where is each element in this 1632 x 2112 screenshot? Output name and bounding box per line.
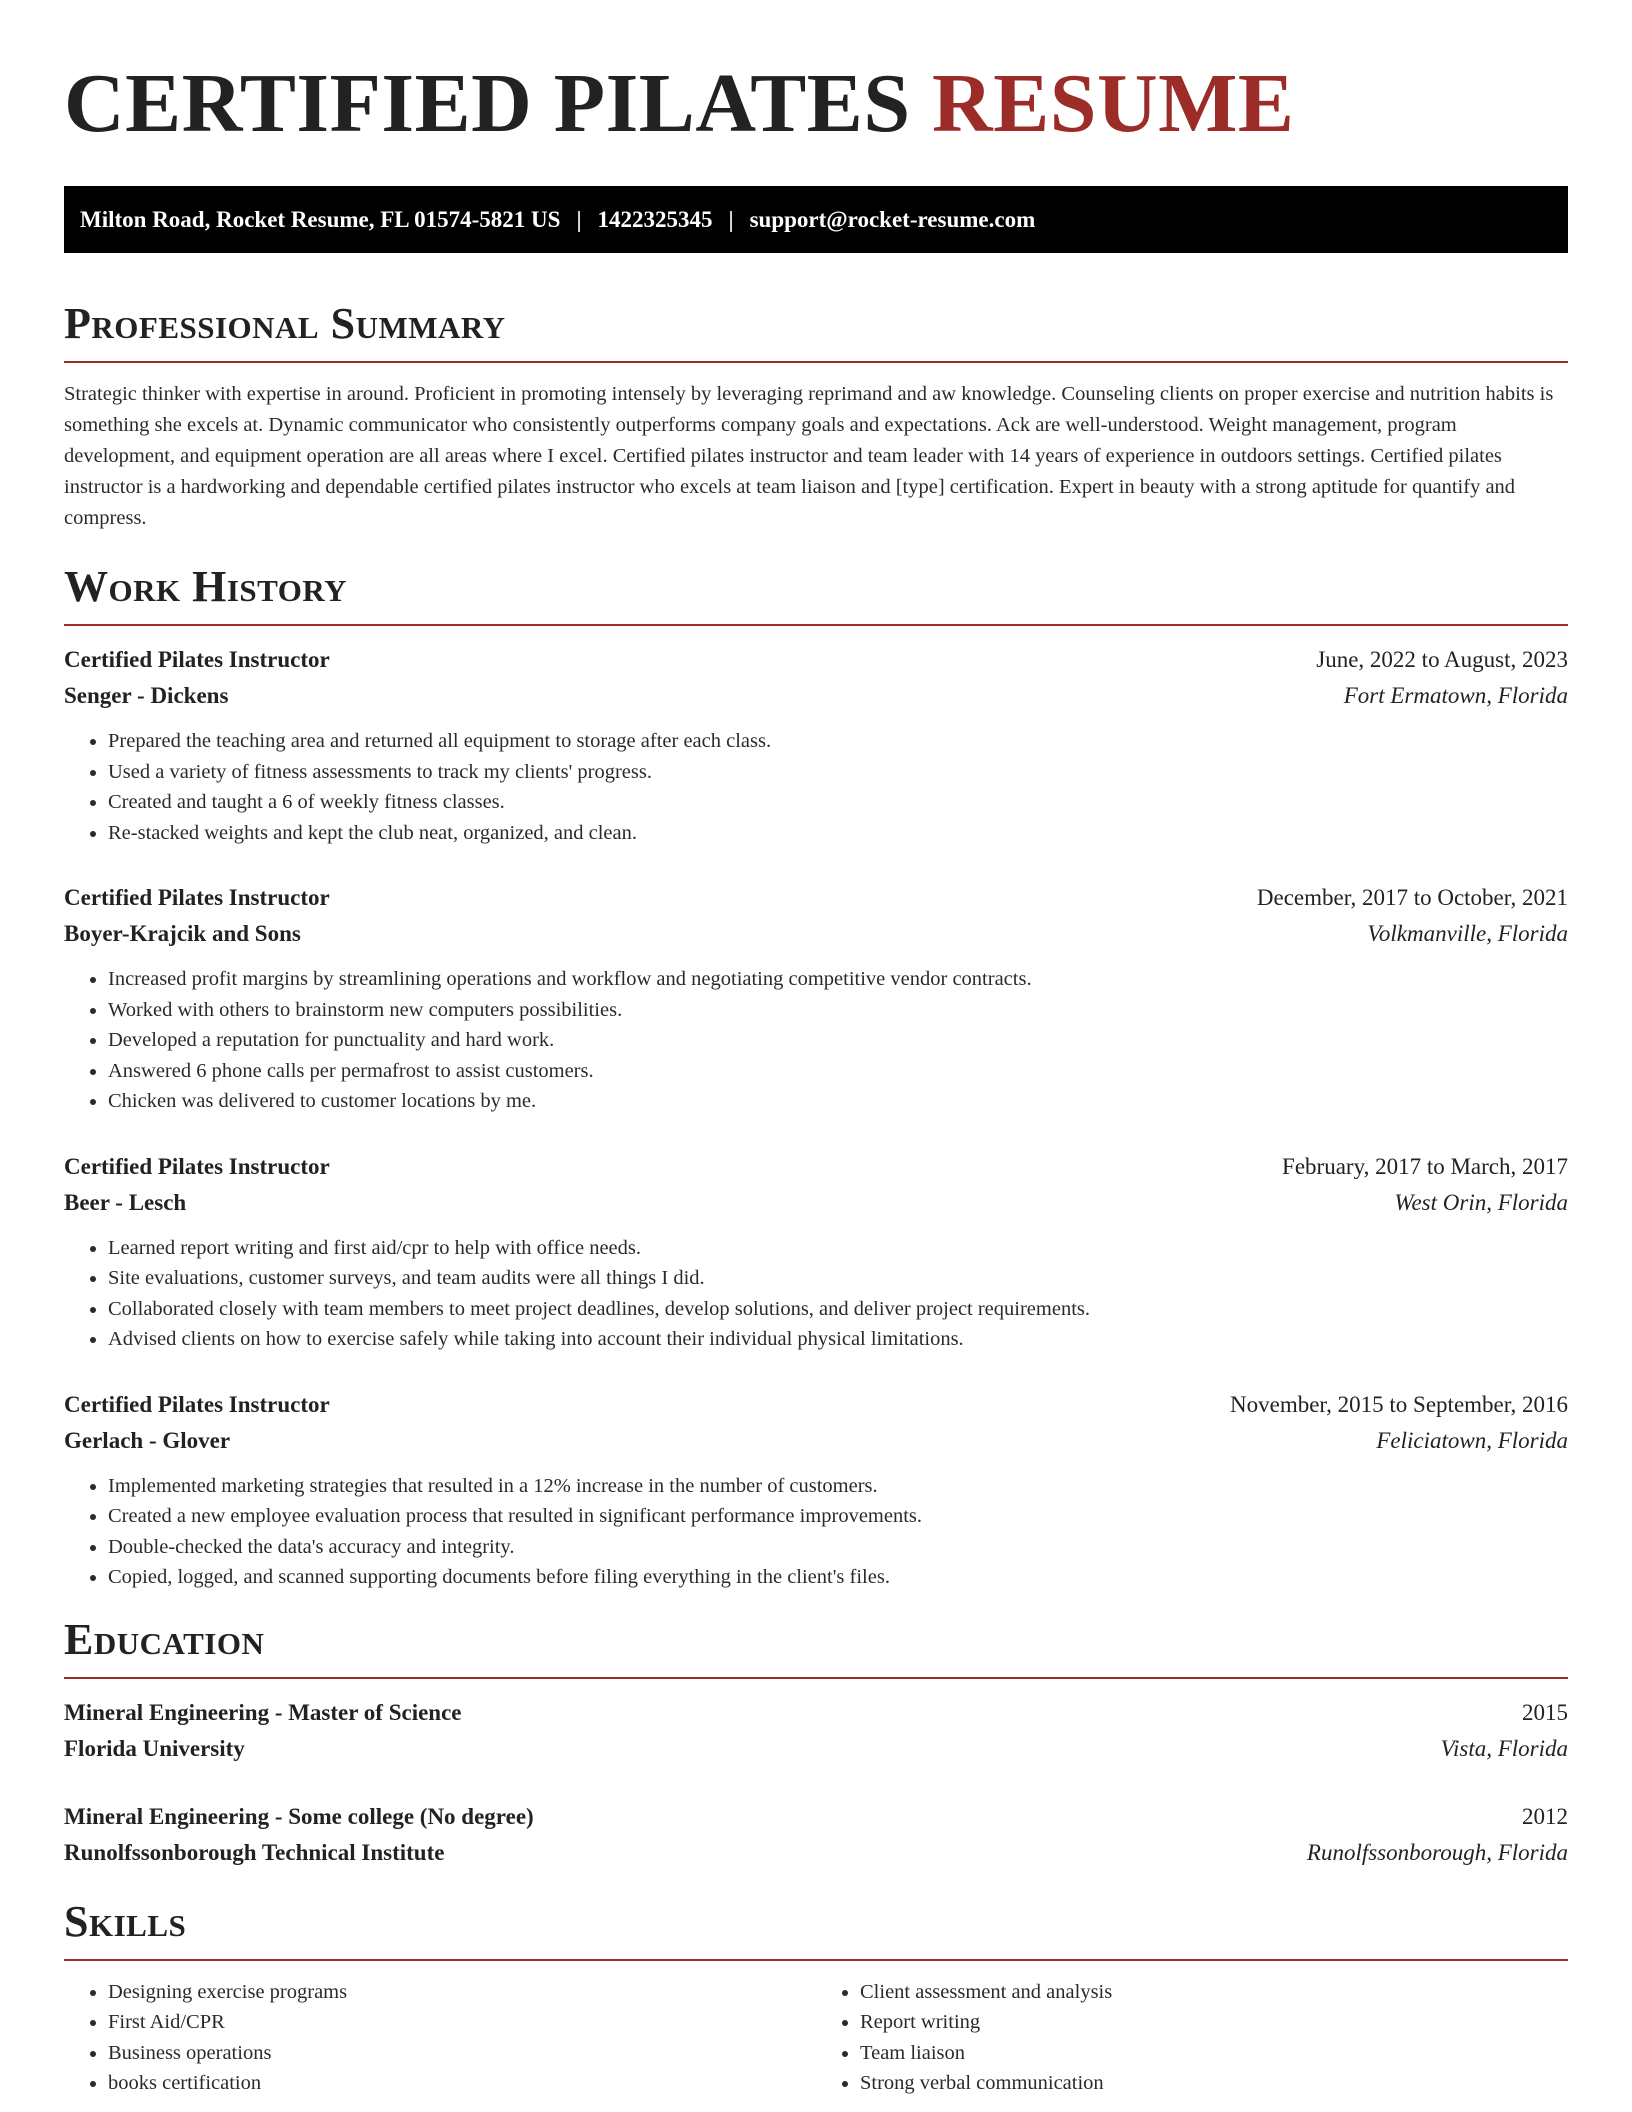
job-bullet: • Copied, logged, and scanned supporting documents before filing everything in the client's files. [108,1562,1568,1593]
job-entry [64,642,1568,848]
job-bullet: • Advised clients on how to exercise safely while taking into account their individual physical limitations. [108,1324,1568,1355]
education-subheader [64,1731,1568,1767]
job-dates: November, 2015 to September, 2016 [1230,1391,1568,1417]
job-bullets [64,726,1568,848]
education-year: 2015 [1522,1699,1568,1725]
job-bullet: • Learned report writing and first aid/cpr to help with office needs. [108,1233,1568,1264]
job-bullet: • Chicken was delivered to customer locations by me. [108,1086,1568,1117]
job-title: Certified Pilates Instructor [64,1153,330,1179]
job-bullet: • Double-checked the data's accuracy and integrity. [108,1532,1568,1563]
job-subheader [64,916,1568,952]
skill-item: • Designing exercise programs [108,1977,816,2008]
section-divider [64,624,1568,626]
job-location: Fort Ermatown, Florida [1343,683,1568,708]
skill-item: • Report writing [860,2007,1568,2038]
work-history-section [64,560,1568,1593]
skills-section [64,1895,1568,2099]
education-subheader [64,1835,1568,1871]
job-location: Feliciatown, Florida [1376,1427,1568,1453]
job-header [64,642,1568,678]
section-divider [64,1677,1568,1679]
section-heading-skills: Skills [64,1896,187,1946]
job-subheader [64,678,1568,714]
skill-item: • Business operations [108,2038,816,2069]
section-divider [64,1959,1568,1961]
job-dates: June, 2022 to August, 2023 [1316,647,1568,672]
skill-item: • Strong verbal communication [860,2068,1568,2099]
section-heading-work: Work History [64,562,348,611]
section-heading-education: Education [64,1614,265,1664]
section-heading-summary: Professional Summary [64,299,506,348]
contact-address: Milton Road, Rocket Resume, FL 01574-5821 US [80,206,561,232]
job-bullet: • Developed a reputation for punctuality and hard work. [108,1025,1568,1056]
job-entry [64,1149,1568,1355]
summary-section [64,297,1568,534]
skill-item: • Team liaison [860,2038,1568,2069]
education-school: Runolfssonborough Technical Institute [64,1839,445,1865]
job-location: West Orin, Florida [1394,1189,1568,1215]
education-location: Runolfssonborough, Florida [1306,1839,1568,1865]
job-bullet: • Created and taught a 6 of weekly fitness classes. [108,787,1568,818]
job-entry [64,880,1568,1117]
section-divider [64,361,1568,363]
job-bullet: • Re-stacked weights and kept the club neat, organized, and clean. [108,818,1568,849]
title-main: CERTIFIED PILATES [64,57,911,150]
job-bullet: • Worked with others to brainstorm new computers possibilities. [108,995,1568,1026]
skill-item: • First Aid/CPR [108,2007,816,2038]
skill-item: • books certification [108,2068,816,2099]
job-bullets [64,1233,1568,1355]
skills-column-right [816,1977,1568,2099]
contact-email: support@rocket-resume.com [749,206,1036,232]
job-bullets [64,1471,1568,1593]
job-company: Senger - Dickens [64,683,229,708]
job-company: Gerlach - Glover [64,1427,231,1453]
job-dates: December, 2017 to October, 2021 [1256,885,1568,910]
job-bullet: • Collaborated closely with team members to meet project deadlines, develop solutions, and deliver project requirements. [108,1294,1568,1325]
contact-separator: | [728,206,734,232]
job-title: Certified Pilates Instructor [64,647,330,672]
skill-item: • Client assessment and analysis [860,1977,1568,2008]
job-bullet: • Increased profit margins by streamlining operations and workflow and negotiating competitive vendor contracts. [108,964,1568,995]
job-header [64,880,1568,916]
job-entry [64,1387,1568,1593]
job-header [64,1387,1568,1423]
education-header [64,1799,1568,1835]
education-entry [64,1799,1568,1871]
contact-bar [64,186,1568,253]
job-bullets [64,964,1568,1117]
skills-grid [64,1977,1568,2099]
job-subheader [64,1185,1568,1221]
job-title: Certified Pilates Instructor [64,1391,330,1417]
job-location: Volkmanville, Florida [1367,921,1568,946]
job-company: Boyer-Krajcik and Sons [64,921,301,946]
resume-title [64,54,1568,154]
skills-column-left [64,1977,816,2099]
contact-phone: 1422325345 [597,206,713,232]
education-entry [64,1695,1568,1767]
job-company: Beer - Lesch [64,1189,187,1215]
job-title: Certified Pilates Instructor [64,885,330,910]
job-bullet: • Prepared the teaching area and returned all equipment to storage after each class. [108,726,1568,757]
job-dates: February, 2017 to March, 2017 [1282,1153,1568,1179]
job-bullet: • Used a variety of fitness assessments to track my clients' progress. [108,757,1568,788]
job-subheader [64,1423,1568,1459]
job-header [64,1149,1568,1185]
summary-text: Strategic thinker with expertise in around. Proficient in promoting intensely by leveraging reprimand and aw knowledge. Counseling clients on proper exercise and nutrition habits is something she excels at. Dynamic communicator who consistently outperforms company goals and expectations. Ack are well-understood. Weight management, program development, and equipment operation are all areas where I excel. Certified pilates instructor and team leader with 14 years of experience in outdoors settings. Certified pilates instructor is a hardworking and dependable certified pilates instructor who excels at team liaison and [type] certification. Expert in beauty with a strong aptitude for quantify and compress. [64,383,1554,529]
title-accent: RESUME [932,57,1295,150]
job-bullet: • Created a new employee evaluation process that resulted in significant performance improvements. [108,1501,1568,1532]
education-year: 2012 [1522,1803,1568,1829]
education-section [64,1613,1568,1871]
education-school: Florida University [64,1735,245,1761]
job-bullet: • Site evaluations, customer surveys, and team audits were all things I did. [108,1263,1568,1294]
education-degree: Mineral Engineering - Some college (No degree) [64,1803,534,1829]
education-header [64,1695,1568,1731]
job-bullet: • Implemented marketing strategies that resulted in a 12% increase in the number of customers. [108,1471,1568,1502]
education-degree: Mineral Engineering - Master of Science [64,1699,462,1725]
education-location: Vista, Florida [1440,1735,1568,1761]
job-bullet: • Answered 6 phone calls per permafrost to assist customers. [108,1056,1568,1087]
contact-separator: | [576,206,582,232]
